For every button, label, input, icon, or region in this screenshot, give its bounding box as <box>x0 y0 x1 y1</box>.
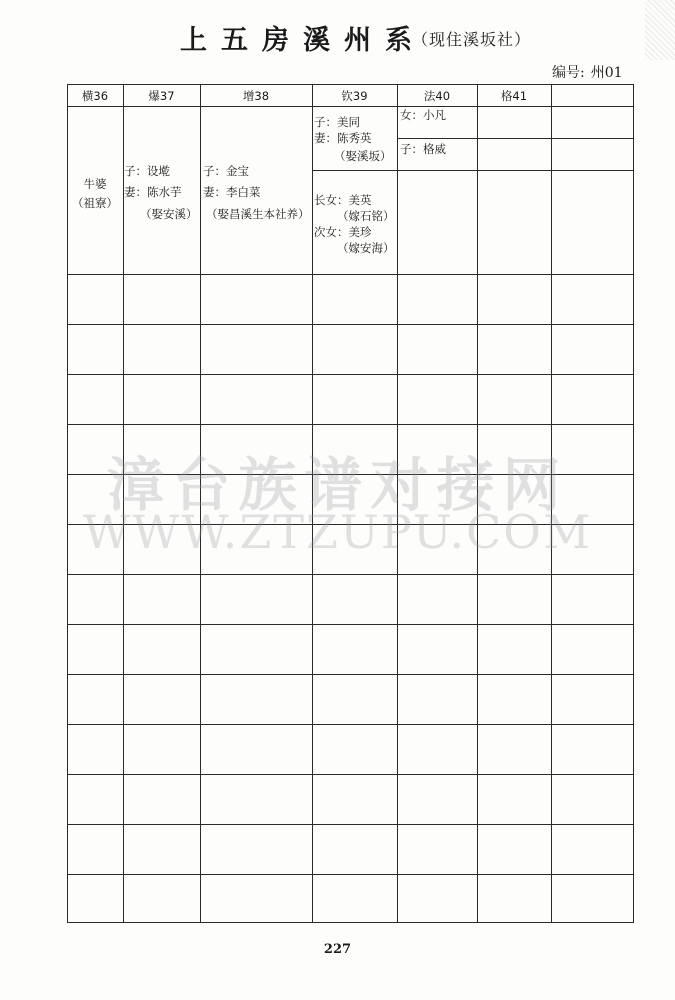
table-rule <box>123 84 124 923</box>
column-header-blank <box>551 86 633 106</box>
table-rule <box>67 524 634 525</box>
column-header-39: 钦39 <box>341 89 368 103</box>
gen38-wife-origin: （娶昌溪生本社养） <box>206 207 310 221</box>
table-rule <box>67 474 634 475</box>
table-rule <box>397 170 634 171</box>
table-rule <box>67 374 634 375</box>
gen40-son: 子：格威 <box>400 142 446 156</box>
page-title: 上五房溪州系 <box>180 25 426 56</box>
table-rule <box>67 324 634 325</box>
table-rule <box>312 170 398 171</box>
table-rule <box>633 84 634 923</box>
gen39-wife-origin: （娶溪坂） <box>334 149 392 163</box>
record-code-value: 州01 <box>590 65 623 81</box>
table-rule <box>67 424 634 425</box>
table-rule <box>67 624 634 625</box>
gen39-daughter-2: 次女：美珍 <box>314 225 372 239</box>
column-header-40: 法40 <box>423 89 451 103</box>
gen39-wife: 妻：陈秀英 <box>314 131 372 145</box>
gen38-son: 子：金宝 <box>203 164 249 178</box>
gen39-daughter-2-marriage: （嫁安海） <box>337 241 395 255</box>
ancestor-name: 牛婆 <box>83 177 107 191</box>
table-rule <box>67 774 634 775</box>
table-rule <box>67 574 634 575</box>
record-code-label: 编号: <box>552 65 585 81</box>
ancestor-note: （祖寮） <box>72 196 118 210</box>
gen39-daughter-1: 长女：美英 <box>314 193 372 207</box>
gen37-wife-origin: （娶安溪） <box>140 207 198 221</box>
gen40-daughter: 女：小凡 <box>400 108 446 122</box>
gen39-son: 子：美同 <box>314 115 360 129</box>
table-rule <box>67 724 634 725</box>
gen37-son: 子：设墘 <box>124 164 170 178</box>
watermark-chinese: 漳台族谱对接网 <box>106 451 569 519</box>
table-rule <box>67 874 634 875</box>
record-code <box>552 62 623 82</box>
table-rule <box>67 674 634 675</box>
table-rule <box>200 84 201 923</box>
column-header-37: 爆37 <box>148 89 175 103</box>
table-rule <box>551 84 552 923</box>
page-subtitle: （现住溪坂社） <box>412 30 532 49</box>
table-rule <box>397 138 634 139</box>
gen38-wife: 妻：李白菜 <box>203 185 261 199</box>
table-rule <box>312 84 313 923</box>
table-rule <box>67 106 634 107</box>
table-rule <box>397 84 398 923</box>
table-rule <box>67 922 634 923</box>
scan-speckle <box>645 0 675 60</box>
table-rule <box>477 84 478 923</box>
column-header-38: 增38 <box>242 89 270 103</box>
table-rule <box>67 824 634 825</box>
watermark-url: WWW.ZTZUPU.COM <box>82 505 593 559</box>
page-number: 227 <box>323 942 352 957</box>
gen39-daughter-1-marriage: （嫁石铭） <box>337 209 395 223</box>
gen37-wife: 妻：陈水芋 <box>124 185 182 199</box>
table-rule <box>67 274 634 275</box>
column-header-41: 格41 <box>500 89 528 103</box>
column-header-36: 横36 <box>81 89 109 103</box>
